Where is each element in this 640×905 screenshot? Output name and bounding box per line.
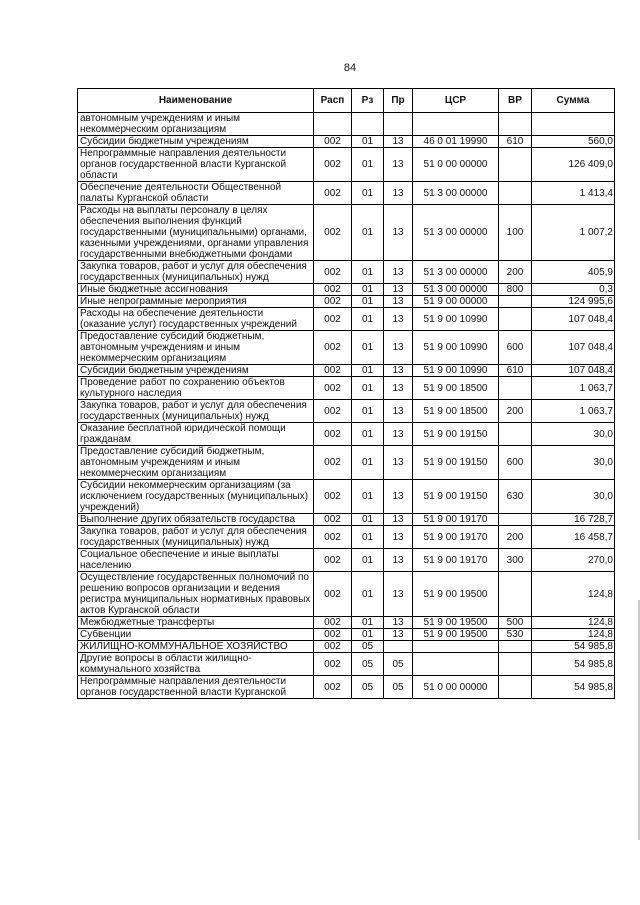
cell-vr [499,148,532,182]
cell-rz: 01 [352,136,384,148]
cell-rasp: 002 [314,261,352,284]
cell-rasp: 002 [314,549,352,572]
cell-rz: 01 [352,377,384,400]
cell-pr: 13 [384,446,413,480]
table-row [78,526,615,549]
column-header-csr: ЦСР [413,89,499,113]
cell-vr: 200 [499,261,532,284]
cell-csr: 51 9 00 00000 [413,296,499,308]
table-row [78,331,615,365]
table-row [78,572,615,617]
cell-rz: 01 [352,331,384,365]
cell-rz: 01 [352,514,384,526]
cell-vr: 200 [499,526,532,549]
cell-vr [499,113,532,136]
column-header-sum: Сумма [532,89,615,113]
cell-rz: 01 [352,261,384,284]
cell-csr: 51 3 00 00000 [413,205,499,261]
cell-rz: 01 [352,572,384,617]
cell-pr: 13 [384,308,413,331]
cell-csr: 51 9 00 19500 [413,572,499,617]
table-row [78,514,615,526]
cell-sum: 30,0 [532,423,615,446]
cell-name: Расходы на выплаты персоналу в целях обеспечения выполнения функций государственными (муниципальными) органами, казенными учреждениями, органами управления государственными внебюджетными фондами [78,205,314,261]
cell-csr: 51 9 00 19170 [413,549,499,572]
cell-sum: 405,9 [532,261,615,284]
cell-name: Субвенции [78,629,314,641]
cell-sum: 1 063,7 [532,400,615,423]
cell-pr: 05 [384,653,413,676]
cell-sum: 1 007,2 [532,205,615,261]
table-row [78,113,615,136]
cell-pr: 13 [384,400,413,423]
cell-name: Предоставление субсидий бюджетным, автономным учреждениям и иным некоммерческим организациям [78,446,314,480]
cell-sum: 107 048,4 [532,365,615,377]
cell-name: Осуществление государственных полномочий по решению вопросов организации и ведения регистра муниципальных нормативных правовых актов Курганской области [78,572,314,617]
cell-rasp: 002 [314,629,352,641]
cell-rz: 05 [352,653,384,676]
cell-csr: 51 9 00 19500 [413,629,499,641]
cell-rasp: 002 [314,676,352,699]
table-row [78,400,615,423]
cell-sum: 54 985,8 [532,676,615,699]
cell-vr: 600 [499,331,532,365]
cell-name: Оказание бесплатной юридической помощи гражданам [78,423,314,446]
cell-pr: 13 [384,182,413,205]
column-header-name: Наименование [78,89,314,113]
table-row [78,653,615,676]
cell-rz: 01 [352,182,384,205]
cell-rasp: 002 [314,480,352,514]
cell-vr [499,423,532,446]
cell-sum: 0,3 [532,284,615,296]
cell-name: Непрограммные направления деятельности органов государственной власти Курганской [78,676,314,699]
cell-name: ЖИЛИЩНО-КОММУНАЛЬНОЕ ХОЗЯЙСТВО [78,641,314,653]
cell-csr: 51 3 00 00000 [413,284,499,296]
cell-name: Закупка товаров, работ и услуг для обеспечения государственных (муниципальных) нужд [78,261,314,284]
budget-table [77,88,615,699]
cell-vr: 100 [499,205,532,261]
cell-pr: 13 [384,377,413,400]
table-row [78,480,615,514]
cell-sum: 1 413,4 [532,182,615,205]
cell-sum: 560,0 [532,136,615,148]
cell-rasp: 002 [314,331,352,365]
column-header-pr: Пр [384,89,413,113]
cell-vr [499,308,532,331]
cell-sum: 124,8 [532,629,615,641]
cell-csr [413,113,499,136]
cell-rasp: 002 [314,284,352,296]
table-row [78,629,615,641]
table-header-row [78,89,615,113]
cell-rasp: 002 [314,296,352,308]
table-row [78,377,615,400]
cell-rasp: 002 [314,423,352,446]
cell-csr: 51 9 00 18500 [413,400,499,423]
table-row [78,136,615,148]
table-row [78,365,615,377]
cell-rasp: 002 [314,148,352,182]
table-body [78,113,615,699]
cell-vr: 610 [499,365,532,377]
cell-name: Закупка товаров, работ и услуг для обеспечения государственных (муниципальных) нужд [78,526,314,549]
cell-rz: 01 [352,308,384,331]
cell-csr: 51 9 00 19500 [413,617,499,629]
cell-name: Межбюджетные трансферты [78,617,314,629]
cell-rasp: 002 [314,182,352,205]
cell-rasp: 002 [314,400,352,423]
table-row [78,148,615,182]
cell-csr: 51 9 00 19150 [413,446,499,480]
cell-vr: 300 [499,549,532,572]
cell-name: Иные непрограммные мероприятия [78,296,314,308]
cell-name: Субсидии бюджетным учреждениям [78,136,314,148]
column-header-rasp: Расп [314,89,352,113]
cell-pr: 13 [384,284,413,296]
cell-rz: 01 [352,423,384,446]
cell-name: Проведение работ по сохранению объектов культурного наследия [78,377,314,400]
column-header-rz: Рз [352,89,384,113]
cell-rz: 01 [352,284,384,296]
cell-vr [499,377,532,400]
cell-sum: 124,8 [532,617,615,629]
cell-rz: 01 [352,629,384,641]
cell-rz: 01 [352,526,384,549]
cell-sum: 1 063,7 [532,377,615,400]
cell-vr [499,641,532,653]
cell-csr: 51 0 00 00000 [413,676,499,699]
cell-rasp [314,113,352,136]
cell-sum: 107 048,4 [532,308,615,331]
cell-vr [499,653,532,676]
cell-rasp: 002 [314,641,352,653]
table-row [78,284,615,296]
cell-rz: 01 [352,400,384,423]
table-row [78,308,615,331]
cell-pr: 13 [384,205,413,261]
cell-vr: 610 [499,136,532,148]
cell-vr: 530 [499,629,532,641]
cell-name: Закупка товаров, работ и услуг для обеспечения государственных (муниципальных) нужд [78,400,314,423]
cell-name: Обеспечение деятельности Общественной палаты Курганской области [78,182,314,205]
cell-csr: 51 3 00 00000 [413,261,499,284]
cell-pr: 13 [384,423,413,446]
cell-sum: 270,0 [532,549,615,572]
cell-sum: 124 995,6 [532,296,615,308]
cell-vr: 500 [499,617,532,629]
cell-csr: 51 9 00 10990 [413,308,499,331]
cell-rasp: 002 [314,446,352,480]
cell-rasp: 002 [314,365,352,377]
cell-rz: 01 [352,296,384,308]
cell-pr: 13 [384,148,413,182]
cell-sum: 107 048,4 [532,331,615,365]
cell-rasp: 002 [314,526,352,549]
cell-csr: 51 9 00 18500 [413,377,499,400]
table-row [78,641,615,653]
cell-name: автономным учреждениям и иным некоммерческим организациям [78,113,314,136]
cell-name: Выполнение других обязательств государства [78,514,314,526]
cell-vr [499,296,532,308]
cell-rasp: 002 [314,308,352,331]
cell-pr: 13 [384,572,413,617]
cell-csr: 51 9 00 19150 [413,423,499,446]
cell-name: Другие вопросы в области жилищно-коммунального хозяйства [78,653,314,676]
table-row [78,549,615,572]
cell-csr: 46 0 01 19990 [413,136,499,148]
cell-csr: 51 9 00 10990 [413,331,499,365]
cell-rz: 01 [352,205,384,261]
cell-sum: 54 985,8 [532,653,615,676]
cell-csr: 51 9 00 19150 [413,480,499,514]
cell-rz [352,113,384,136]
cell-vr [499,182,532,205]
table-row [78,296,615,308]
cell-rasp: 002 [314,205,352,261]
cell-rasp: 002 [314,617,352,629]
cell-name: Предоставление субсидий бюджетным, автономным учреждениям и иным некоммерческим организациям [78,331,314,365]
cell-name: Субсидии бюджетным учреждениям [78,365,314,377]
cell-rasp: 002 [314,653,352,676]
cell-pr: 05 [384,676,413,699]
cell-rz: 01 [352,446,384,480]
cell-pr: 13 [384,136,413,148]
cell-vr [499,676,532,699]
cell-sum: 16 458,7 [532,526,615,549]
cell-csr [413,641,499,653]
cell-pr [384,113,413,136]
cell-pr: 13 [384,526,413,549]
cell-rz: 01 [352,148,384,182]
cell-rz: 01 [352,617,384,629]
cell-vr: 800 [499,284,532,296]
cell-sum: 126 409,0 [532,148,615,182]
cell-vr: 630 [499,480,532,514]
cell-pr: 13 [384,629,413,641]
cell-vr [499,514,532,526]
cell-sum: 54 985,8 [532,641,615,653]
column-header-vr: ВР [499,89,532,113]
cell-rasp: 002 [314,572,352,617]
cell-rz: 01 [352,480,384,514]
cell-csr: 51 3 00 00000 [413,182,499,205]
cell-csr: 51 9 00 19170 [413,526,499,549]
cell-pr: 13 [384,261,413,284]
cell-sum: 30,0 [532,446,615,480]
cell-rz: 01 [352,365,384,377]
cell-csr: 51 0 00 00000 [413,148,499,182]
table-row [78,423,615,446]
cell-name: Непрограммные направления деятельности органов государственной власти Курганской области [78,148,314,182]
cell-sum: 124,8 [532,572,615,617]
cell-rz: 05 [352,676,384,699]
cell-vr: 600 [499,446,532,480]
cell-pr: 13 [384,296,413,308]
cell-rasp: 002 [314,514,352,526]
cell-sum: 30,0 [532,480,615,514]
cell-sum [532,113,615,136]
cell-pr: 13 [384,549,413,572]
cell-pr: 13 [384,514,413,526]
table-row [78,676,615,699]
cell-pr: 13 [384,331,413,365]
cell-pr: 13 [384,480,413,514]
cell-sum: 16 728,7 [532,514,615,526]
table-row [78,446,615,480]
cell-csr: 51 9 00 10990 [413,365,499,377]
cell-csr [413,653,499,676]
cell-rasp: 002 [314,136,352,148]
cell-pr: 13 [384,365,413,377]
cell-rasp: 002 [314,377,352,400]
table-row [78,617,615,629]
cell-name: Социальное обеспечение и иные выплаты населению [78,549,314,572]
cell-csr: 51 9 00 19170 [413,514,499,526]
cell-name: Расходы на обеспечение деятельности (оказание услуг) государственных учреждений [78,308,314,331]
cell-name: Субсидии некоммерческим организациям (за исключением государственных (муниципальных) учреждений) [78,480,314,514]
cell-rz: 05 [352,641,384,653]
cell-rz: 01 [352,549,384,572]
cell-name: Иные бюджетные ассигнования [78,284,314,296]
table-row [78,182,615,205]
cell-pr: 13 [384,617,413,629]
table-row [78,205,615,261]
page-number: 84 [343,62,357,74]
table-row [78,261,615,284]
cell-vr [499,572,532,617]
cell-vr: 200 [499,400,532,423]
cell-pr [384,641,413,653]
